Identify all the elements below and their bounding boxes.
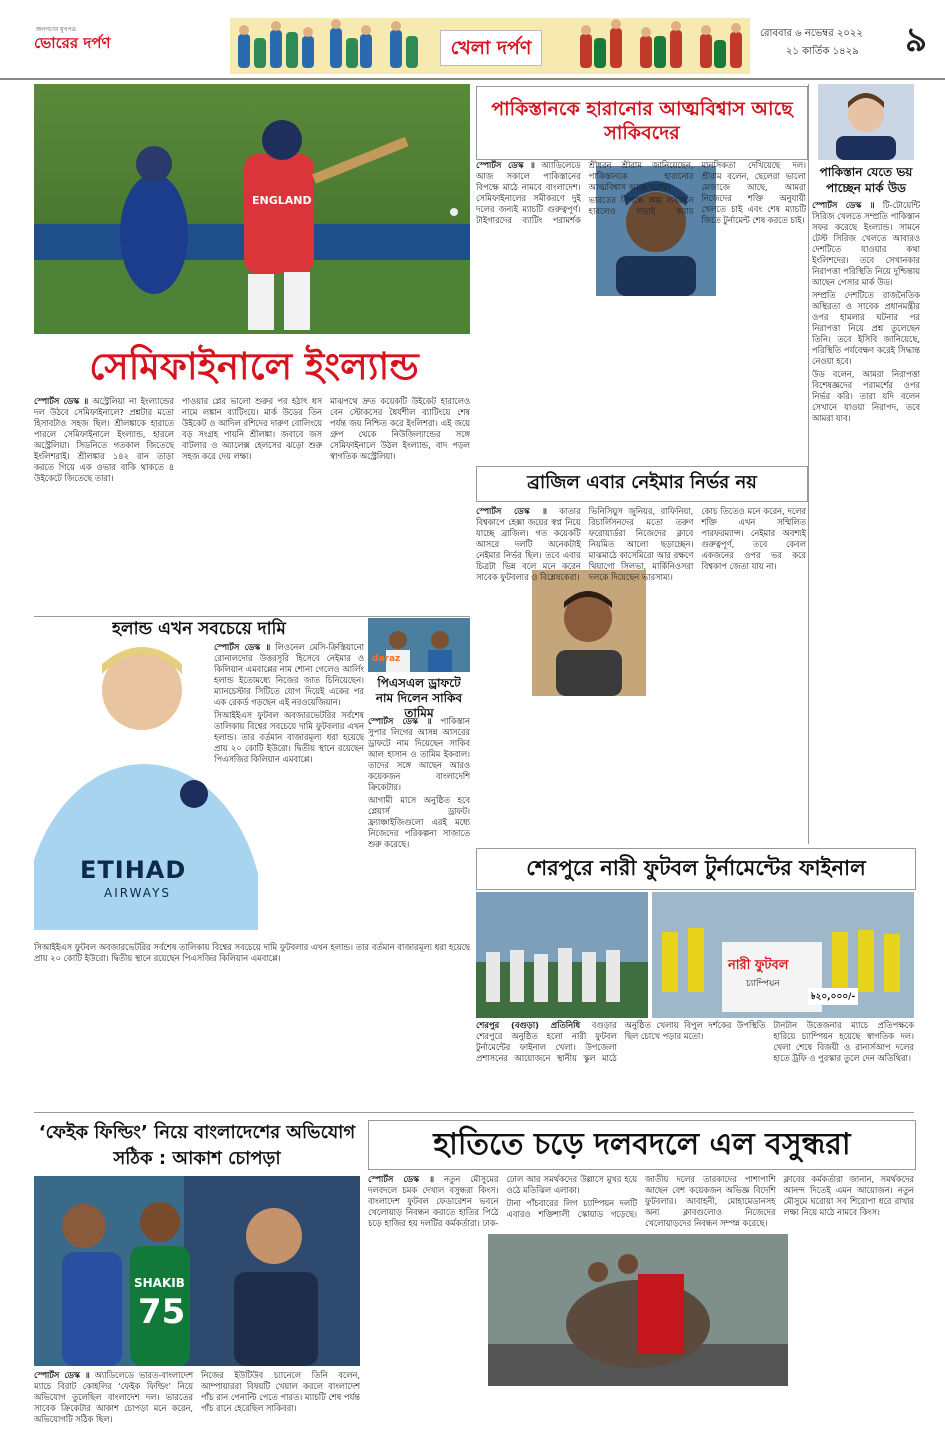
england-headline: সেমিফাইনালে ইংল্যান্ড xyxy=(89,345,419,388)
page-number: ৯ xyxy=(904,20,928,60)
women-banner-sub: চ্যাম্পিয়ন xyxy=(746,979,780,989)
shakib-number: 75 xyxy=(138,1292,186,1332)
sherpur-headline: শেরপুরে নারী ফুটবল টুর্নামেন্টের ফাইনাল xyxy=(526,856,866,880)
sherpur-headline-box xyxy=(476,848,916,890)
psl-paragraph: আগামী মাসে অনুষ্ঠিত হবে প্লেয়ার্স ড্রাফট। ফ্র্যাঞ্চাইজিগুলো এরই মধ্যে নিজেদের পরিকল্পনা সাজাতে শুরু করেছে। xyxy=(368,795,470,849)
sherpur-paragraph: টানটান উত্তেজনার ম্যাচে প্রতিপক্ষকে হারিয়ে চ্যাম্পিয়ন হয়েছে স্বাগতিক দল। খেলা শেষে বিজয়ী ও রানার্সআপ দলের হাতে ট্রফি ও পুরস্কার তুলে দেন অতিথিরা। xyxy=(773,1020,914,1063)
england-body xyxy=(34,396,470,616)
england-photo xyxy=(34,84,470,334)
haaland-paragraph: সিআইইএস ফুটবল অবজারভেটরির সর্বশেষ তালিকায় বিশ্বের সবচেয়ে দামি ফুটবলার এখন হলান্ড। তার বর্তমান বাজারমূল্য ধরা হয়েছে প্রায় ২০ কোটি ইউরো। দ্বিতীয় স্থানে রয়েছেন পিএসজির কিলিয়ান এমবাপ্পে। xyxy=(34,942,470,963)
brazil-headline: ব্রাজিল এবার নেইমার নির্ভর নয় xyxy=(527,472,757,493)
pakistan-paragraph: ভারতের বিপক্ষে অল্প ব্যবধানে হারলেও লড়াই করার মানসিকতা দেখিয়েছে দল। শ্রীরাম বলেন, ছেলেরা ভালো মেজাজে আছে, আমরা নিজেদের শক্তি অনুযায়ী খেলতে চাই এবং শেষ ম্যাচটি জিতে টুর্নামেন্ট শেষ করতে চাই। xyxy=(588,160,806,225)
pakistan-paragraph: অ্যাডিলেডে আজ সকালে পাকিস্তানের বিপক্ষে মাঠে নামবে বাংলাদেশ। সেমিফাইনালের সমীকরণে দুই দলের জন্যই ম্যাচটি গুরুত্বপূর্ণ। টাইগারদের ব্যাটিং পরামর্শক শ্রীধরন শ্রীরাম জানিয়েছেন, পাকিস্তানকে হারানোর আত্মবিশ্বাস আছে দলের। xyxy=(476,160,694,225)
brazil-paragraph: কোচ তিতেও মনে করেন, দলের শক্তি এখন সম্মিলিত পারফরম্যান্স। নেইমার অবশ্যই গুরুত্বপূর্ণ, তবে কেবল একজনের ওপর ভর করে বিশ্বকাপ জেতা যায় না। xyxy=(701,506,806,571)
psl-byline: স্পোর্টস ডেস্ক ॥ xyxy=(368,716,432,726)
mark-wood-byline: স্পোর্টস ডেস্ক ॥ xyxy=(812,200,875,210)
section-divider xyxy=(34,1112,914,1113)
england-paragraph: অস্ট্রেলিয়া না ইংল্যান্ডের দল উঠবে সেমিফাইনালে? প্রশ্নটার মতো হিসাবটাও সহজ ছিল। শ্রীলঙ্কাকে হারাতে পারলে সেমিফাইনালে ইংল্যান্ড, হারলে অস্ট্রেলিয়া। সিডনিতে গতকাল জিতেছে ইংলিশরাই। শ্রীলঙ্কার ১৪২ রান তাড়া করতে গিয়ে এক ওভার বাকি থাকতে ৪ উইকেটে জিতেছে তারা। xyxy=(34,396,174,483)
pakistan-body xyxy=(476,160,806,460)
section-title: খেলা দর্পণ xyxy=(450,37,532,59)
elephant-headline: হাতিতে চড়ে দলবদলে এল বসুন্ধরা xyxy=(368,1120,916,1170)
elephant-paragraph: নতুন মৌসুমের দলবদলে চমক দেখাল বসুন্ধরা কিংস। বাংলাদেশ ফুটবল ফেডারেশন ভবনে খেলোয়াড় নিবন্ধন করাতে হাতির পিঠে চড়ে হাজির হয় দলটির কর্মকর্তারা। ঢাক-ঢোল আর সমর্থকদের উল্লাসে মুখর হয়ে ওঠে মতিঝিল এলাকা। xyxy=(368,1174,637,1228)
mark-wood-paragraph: টি-টোয়েন্টি সিরিজ খেলতে সম্প্রতি পাকিস্তান সফর করেছে ইংল্যান্ড। সামনে টেস্ট সিরিজ খেলতে আবারও দেশটিতে যাওয়ার কথা ইংলিশদের। তবে সেখানকার নিরাপত্তা পরিস্থিতি নিয়ে দুশ্চিন্তায় আছেন পেসার মার্ক উড। xyxy=(812,200,920,287)
england-byline: স্পোর্টস ডেস্ক ॥ xyxy=(34,396,89,406)
elephant-byline: স্পোর্টস ডেস্ক ॥ xyxy=(368,1174,434,1184)
akash-paragraph: অ্যাডিলেডে ভারত-বাংলাদেশ ম্যাচে বিরাট কোহলির ‘ফেইক ফিল্ডিং’ নিয়ে অভিযোগ তুলেছিল বাংলাদেশ দল। ভারতের সাবেক ক্রিকেটার আকাশ চোপড়া মনে করেন, অভিযোগটি সঠিক ছিল। xyxy=(34,1370,194,1424)
sherpur-paragraph: বগুড়ার শেরপুরে অনুষ্ঠিত হলো নারী ফুটবল টুর্নামেন্টের ফাইনাল খেলা। উপজেলা প্রশাসনের আয়োজনে স্থানীয় স্কুল মাঠে অনুষ্ঠিত খেলায় বিপুল দর্শকের উপস্থিতি ছিল চোখে পড়ার মতো। xyxy=(476,1020,766,1063)
akash-byline: স্পোর্টস ডেস্ক ॥ xyxy=(34,1370,90,1380)
daraz-logo: daraz xyxy=(372,654,401,664)
column-divider xyxy=(808,84,809,844)
elephant-paragraph: টানা পাঁচবারের লিগ চ্যাম্পিয়ন দলটি এবারও শক্তিশালী স্কোয়াড গড়েছে। জাতীয় দলের তারকাদের পাশাপাশি আছেন বেশ কয়েকজন অভিজ্ঞ বিদেশি ফুটবলার। আবাহনী, মোহামেডানসহ অন্য ক্লাবগুলোও নিজেদের খেলোয়াড়দের নিবন্ধন সম্পন্ন করেছে। xyxy=(506,1174,776,1228)
date-line-2: ২১ কার্তিক ১৪২৯ xyxy=(786,46,859,57)
haaland-byline: স্পোর্টস ডেস্ক ॥ xyxy=(214,642,271,652)
haaland-paragraph: সিআইইএস ফুটবল অবজারভেটরির সর্বশেষ তালিকায় বিশ্বের সবচেয়ে দামি ফুটবলার এখন হলান্ড। তার বর্তমান বাজারমূল্য ধরা হয়েছে প্রায় ২০ কোটি ইউরো। দ্বিতীয় স্থানে রয়েছেন পিএসজির কিলিয়ান এমবাপ্পে। xyxy=(214,710,364,764)
haaland-continuation xyxy=(34,942,470,1008)
date-line-1: রোববার ৬ নভেম্বর ২০২২ xyxy=(760,28,863,39)
brand-logo[interactable]: ভোরের দর্পণ xyxy=(34,34,111,52)
mark-wood-paragraph: উড বলেন, আমরা নিরাপত্তা বিশেষজ্ঞদের পরামর্শের ওপর নির্ভর করি। তারা যদি বলেন সেখানে যাওয়া নিরাপদ, তবে আমরা যাব। xyxy=(812,369,920,423)
england-shirt-text: ENGLAND xyxy=(252,194,312,207)
mark-wood-headline: পাকিস্তান যেতে ভয় পাচ্ছেন মার্ক উড xyxy=(819,165,913,195)
brazil-byline: স্পোর্টস ডেস্ক ॥ xyxy=(476,506,547,516)
mark-wood-body xyxy=(812,200,920,840)
pakistan-byline: স্পোর্টস ডেস্ক ॥ xyxy=(476,160,535,170)
women-banner: নারী ফুটবল xyxy=(728,958,789,973)
akash-photo xyxy=(34,1176,360,1366)
sponsor-text: ETIHAD xyxy=(80,856,187,884)
section-title-box xyxy=(440,30,542,66)
masthead xyxy=(0,0,945,80)
prize-board: ৳২০,০০০/- xyxy=(808,988,858,1005)
elephant-body xyxy=(368,1174,914,1446)
haaland-body xyxy=(214,642,364,942)
mark-wood-photo xyxy=(818,84,914,160)
akash-body xyxy=(34,1370,360,1446)
psl-paragraph: পাকিস্তান সুপার লিগের আসন্ন আসরের ড্রাফটে নাম দিয়েছেন সাকিব আল হাসান ও তামিম ইকবাল। তাদের সঙ্গে আছেন আরও কয়েকজন বাংলাদেশি ক্রিকেটার। xyxy=(368,716,470,792)
brazil-headline-box xyxy=(476,466,808,502)
akash-headline: ‘ফেইক ফিল্ডিং’ নিয়ে বাংলাদেশের অভিযোগ সঠিক : আকাশ চোপড়া xyxy=(38,1122,356,1169)
england-paragraph: মাঝপথে দ্রুত কয়েকটি উইকেট হারালেও বেন স্টোকসের ধৈর্যশীল ব্যাটিংয়ে শেষ পর্যন্ত জয় নিশ্চিত করে ইংলিশরা। এই জয়ে গ্রুপ থেকে নিউজিল্যান্ডের সঙ্গে সেমিফাইনালে উঠল ইংল্যান্ড, বাদ পড়ল স্বাগতিক অস্ট্রেলিয়া। xyxy=(330,396,470,461)
elephant-paragraph: ক্লাবের কর্মকর্তারা জানান, সমর্থকদের আনন্দ দিতেই এমন আয়োজন। নতুন মৌসুমে ঘরোয়া সব শিরোপা ধরে রাখার লক্ষ্য নিয়ে মাঠে নামবে কিংস। xyxy=(783,1174,914,1217)
sherpur-byline: শেরপুর (বগুড়া) প্রতিনিধি xyxy=(476,1020,581,1030)
brazil-body xyxy=(476,506,806,836)
akash-paragraph: নিজের ইউটিউব চ্যানেলে তিনি বলেন, আম্পায়াররা বিষয়টি খেয়াল করলে বাংলাদেশ পাঁচ রান পেনাল্টি পেতে পারত। ম্যাচটি শেষ পর্যন্ত পাঁচ রানে হেরেছিল সাকিবরা। xyxy=(201,1370,360,1413)
sponsor-subtext: AIRWAYS xyxy=(104,886,172,900)
sherpur-body xyxy=(476,1020,914,1108)
divider xyxy=(34,616,470,617)
psl-photo xyxy=(368,618,470,672)
england-paragraph: পাওয়ার প্লের ভালো শুরুর পর হঠাৎ ধস নামে লঙ্কান ব্যাটিংয়ে। মার্ক উডের তিন উইকেট ও আদিল রশিদের দারুণ বোলিংয়ে বড় সংগ্রহ পায়নি শ্রীলঙ্কা। জবাবে জস বাটলার ও অ্যালেক্স হেলসের ঝড়ো শুরু সহজ করে দেয় লক্ষ্য। xyxy=(182,396,322,461)
brazil-paragraph: ভিনিসিয়ুস জুনিয়র, রাফিনিয়া, রিচার্লিসনদের মতো তরুণ ফরোয়ার্ডরা নিজেদের ক্লাবে নিয়মিত আলো ছড়াচ্ছেন। মাঝমাঠে কাসেমিরো আর রক্ষণে থিয়াগো সিলভা, মার্কিনিওসরা দলকে দিয়েছেন ভারসাম্য। xyxy=(588,506,694,582)
haaland-headline: হলান্ড এখন সবচেয়ে দামি xyxy=(112,619,286,639)
sherpur-photo-left xyxy=(476,892,648,1018)
sherpur-photo-right xyxy=(652,892,914,1018)
psl-body xyxy=(368,716,470,938)
haaland-paragraph: লিওনেল মেসি-ক্রিস্তিয়ানো রোনালদোর উত্তরসূরি হিসেবে নেইমার ও কিলিয়ান এমবাপ্পের নাম শোনা গেলেও আর্লিং হলান্ড ইতোমধ্যে নিজের জাত চিনিয়েছেন। ম্যানচেস্টার সিটিতে যোগ দিয়েই একের পর এক রেকর্ড গড়ছেন এই নরওয়েজিয়ান। xyxy=(214,642,364,707)
shakib-name: SHAKIB xyxy=(134,1276,185,1290)
brazil-paragraph: কাতার বিশ্বকাপে হেক্সা জয়ের স্বপ্ন নিয়ে যাচ্ছে ব্রাজিল। গত কয়েকটি আসরে দলটি অনেকটাই নেইমার নির্ভর ছিল। তবে এবার চিত্রটা ভিন্ন বলে মনে করেন সাবেক ফুটবলার ও বিশ্লেষকেরা। xyxy=(476,506,581,582)
mark-wood-paragraph: সম্প্রতি দেশটিতে রাজনৈতিক অস্থিরতা ও সাবেক প্রধানমন্ত্রীর ওপর হামলার ঘটনার পর নিরাপত্তা নিয়ে প্রশ্ন তুলেছেন তিনি। তবে ইসিবি জানিয়েছে, পরিস্থিতি পর্যবেক্ষণ করেই সিদ্ধান্ত নেওয়া হবে। xyxy=(812,290,920,366)
brand-small: জনগণের মুখপত্র xyxy=(36,26,76,33)
psl-headline: পিএসএল ড্রাফটে নাম দিলেন সাকিব তামিম xyxy=(375,676,463,720)
pakistan-headline: পাকিস্তানকে হারানোর আত্মবিশ্বাস আছে সাকিবদের xyxy=(491,98,793,144)
pakistan-headline-box xyxy=(476,86,808,160)
